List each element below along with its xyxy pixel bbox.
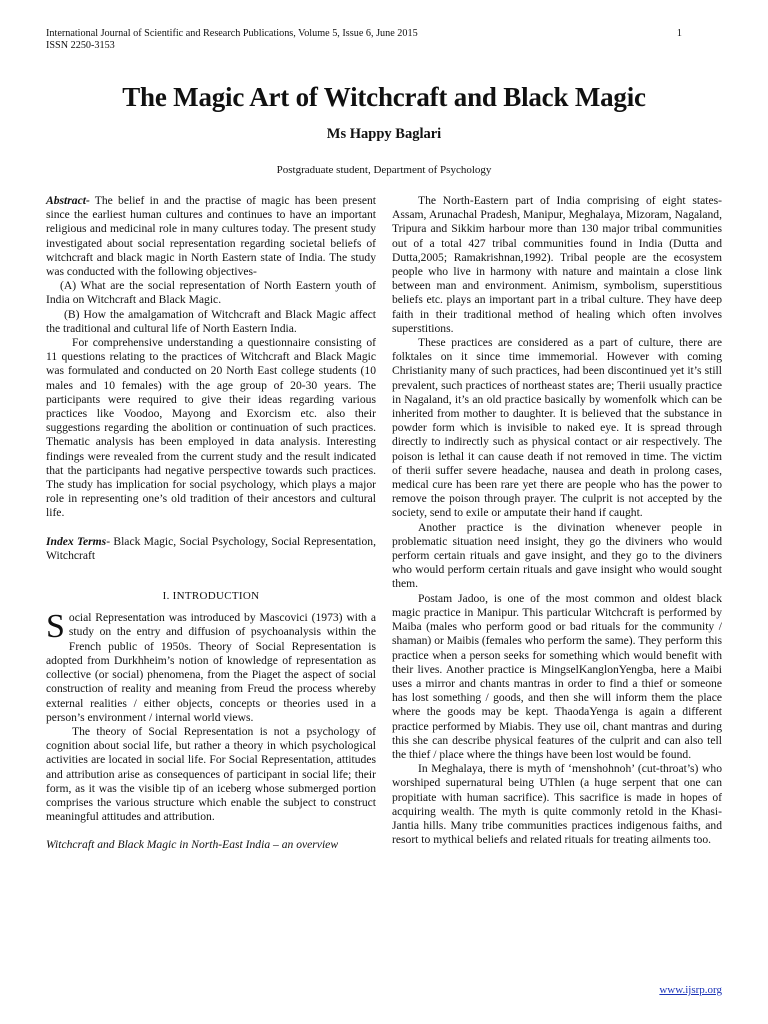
- intro-paragraph-1-text: ocial Representation was introduced by Mascovici (1973) with a study on the entry and diffusion of psychoanalysis within the French public of 1950s. Theory of Social Representation is adopted from Durkhheim’s notion of knowledge of representation as collective (or social) phenomena, from the Piaget the aspect of social construction of reality and meaning from Freud the process whereby external realities / either objects, concepts or theories used in a person’s environment / internal world views.: [46, 611, 376, 724]
- running-header: [46, 28, 418, 52]
- right-paragraph-5: In Meghalaya, there is myth of ‘menshohnoh’ (cut-throat’s) who worshiped supernatural being UThlen (a huge serpent that one can propitiate with human sacrifice). This sacrifice is made in hopes of acquiring wealth. The myth is quite commonly retold in the Khasi-Jantia hills. Many tribe communities practices indigenous faiths, and resort to mythical beliefs and related rituals for treating ailments too.: [392, 762, 722, 847]
- index-terms-text: - Black Magic, Social Psychology, Social Representation, Witchcraft: [46, 534, 376, 562]
- journal-line: International Journal of Scientific and Research Publications, Volume 5, Issue 6, June 2015: [46, 28, 418, 39]
- abstract-label: Abstract-: [46, 194, 90, 207]
- abstract-methods: For comprehensive understanding a questionnaire consisting of 11 questions relating to the practices of Witchcraft and Black Magic was formulated and conducted on 20 North East college students (10 males and 10 females) with the age group of 20-30 years. The participants were required to give their ideas regarding various practices like Voodoo, Mayong and Exorcism etc. also their suggestions regarding the abolition or continuation of such practices. Thematic analysis has been employed in data analysis. Interesting findings were revealed from the current study and the result indicated that the participants had negative perspective towards such practices. The study has implication for social psychology, which plays a major role in representing one’s old tradition of their ancestors and cultural life.: [46, 336, 376, 520]
- index-terms-paragraph: [46, 535, 376, 563]
- subsection-heading: Witchcraft and Black Magic in North-East India – an overview: [46, 838, 339, 852]
- abstract-paragraph: [46, 194, 376, 279]
- page-number: 1: [676, 28, 682, 39]
- abstract-objective-a: (A) What are the social representation of North Eastern youth of India on Witchcraft and Black Magic.: [46, 279, 376, 307]
- right-paragraph-4: Postam Jadoo, is one of the most common and oldest black magic practice in Manipur. This particular Witchcraft is performed by Maiba (males who perform good or bad rituals for the community / shaman) or Maibis (females who perform the same). They perform this practice when a person seeks for something which would benefit with their lives. Another practice is MingselKanglonYengba, here a Maibi uses a mirror and chants mantras in order to find a thief or someone has lost something / goods, and then she will inform them the place where the goods may be kept. ThaodaYenga is again a different practice performed by Miabis. They use oil, chant mantras and during this she can describe physical features of the culprit and can also tell the thief / place where the things have been lost would be found.: [392, 591, 722, 761]
- section-heading-introduction: I. INTRODUCTION: [162, 590, 260, 603]
- intro-paragraph-1: [46, 608, 376, 725]
- right-paragraph-3: Another practice is the divination whenever people in problematic situation need insight, they go the diviners who would perform certain rituals and gave insight, and they go to the diviners who would perform certain rituals and gave insight who would sought them.: [392, 520, 722, 591]
- right-paragraph-1: The North-Eastern part of India comprising of eight states- Assam, Arunachal Pradesh, Manipur, Meghalaya, Mizoram, Nagaland, Tripura and Sikkim harbour more than 130 major tribal communities out of a total 427 tribal communities found in India (Dutta and Dutta,2005; Ramakrishnan,1992). Tribal people are the ecosystem people who live in harmony with nature and maintain a close link between man and environment. Animism, symbolism, superstitious beliefs etc. plays an important part in a tribal culture. They have deep faith in their traditional method of healing which often involves superstitions.: [392, 194, 722, 335]
- issn-line: ISSN 2250-3153: [46, 40, 115, 51]
- index-terms-label: Index Terms: [46, 534, 107, 548]
- abstract-text: The belief in and the practise of magic has been present since the earliest human cultures and continues to have an important religious and medicinal role in many cultures today. The present study investigated about social representation regarding societal beliefs of witchcraft and black magic in North Eastern state of India. The study was conducted with the following objectives-: [46, 194, 376, 279]
- author-name: Ms Happy Baglari: [326, 126, 442, 142]
- journal-website-link[interactable]: www.ijsrp.org: [659, 984, 722, 996]
- right-column: [392, 194, 722, 847]
- intro-paragraph-2: The theory of Social Representation is not a psychology of cognition about social life, but rather a theory in which psychological activities are located in social life. For Social Representation, attitudes and attribution arise as consequences of participant in social life; their form, as it was the visible tip of an iceberg whose submerged portion comprises the various structure which enable the subject to construct meaningful attitudes and attribution.: [46, 724, 376, 824]
- paper-title: The Magic Art of Witchcraft and Black Magic: [122, 82, 646, 112]
- drop-cap: S: [46, 608, 65, 646]
- author-affiliation: Postgraduate student, Department of Psychology: [276, 164, 492, 176]
- abstract-objective-b: (B) How the amalgamation of Witchcraft and Black Magic affect the traditional and cultural life of North Eastern India.: [46, 307, 376, 335]
- right-paragraph-2: These practices are considered as a part of culture, there are folktales on it since time immemorial. However with coming Christianity many of such practices, had been discontinued yet it’s still prevalent, such practices of northeast states are; Therii usually practice in Nagaland, it’s an old practice basically by womenfolk which can be inherited from mother to daughter. It is believed that the substance in powder form which is invisible to naked eye. It is spread through directly to indirectly such as physical contact or air respectively. The poison is lethal it can cause death if not removed in time. The victim of therii suffer severe headache, nausea and death in prolong cases, medical cure has been rare yet there are people who has the power to remove the poison through prayer. The culprit is not accepted by the society, send to exile or amputate their hand if caught.: [392, 336, 722, 520]
- left-column: [46, 194, 376, 853]
